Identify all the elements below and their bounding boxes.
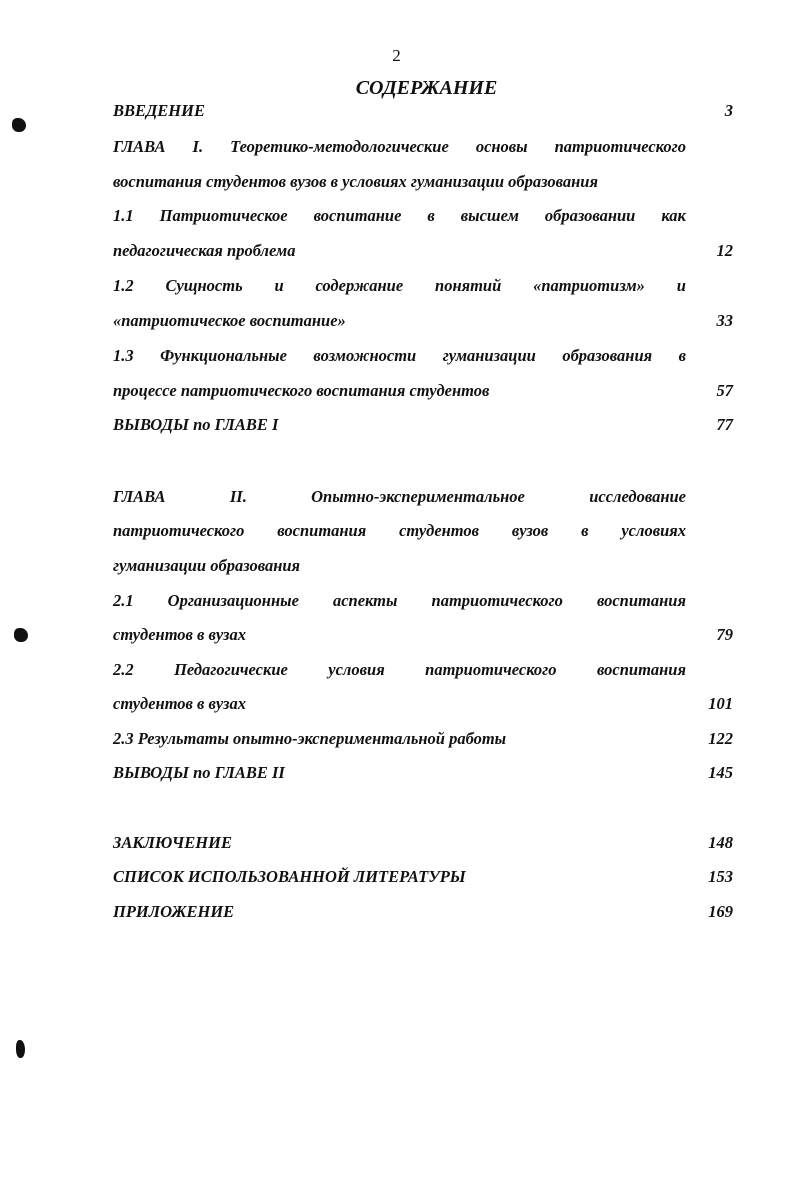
toc-entry-text: ПРИЛОЖЕНИЕ bbox=[113, 902, 235, 921]
word: образовании bbox=[544, 206, 636, 225]
toc-page-number: 12 bbox=[716, 241, 733, 260]
toc-page-number: 57 bbox=[716, 381, 733, 400]
word: ГЛАВА bbox=[113, 137, 166, 156]
word: основы bbox=[475, 137, 528, 156]
justified-line bbox=[113, 345, 686, 367]
word: патриотического bbox=[554, 137, 686, 156]
word: в bbox=[427, 206, 435, 225]
toc-entry-text: ВЫВОДЫ по ГЛАВЕ II bbox=[113, 763, 285, 782]
word: студентов bbox=[399, 521, 480, 540]
word: в bbox=[581, 521, 589, 540]
toc-entry-text: педагогическая проблема bbox=[113, 241, 296, 260]
justified-line bbox=[113, 659, 686, 681]
toc-title: СОДЕРЖАНИЕ bbox=[355, 77, 498, 99]
word: понятий bbox=[435, 276, 502, 295]
word: «патриотизм» bbox=[533, 276, 645, 295]
toc-entry-text: ВВЕДЕНИЕ bbox=[113, 101, 205, 120]
justified-line bbox=[113, 275, 686, 297]
toc-page-number: 101 bbox=[708, 694, 733, 713]
word: воспитание bbox=[313, 206, 402, 225]
toc-page-number: 145 bbox=[708, 763, 733, 782]
justified-line bbox=[113, 486, 686, 508]
word: 1.2 bbox=[113, 276, 134, 295]
word: аспекты bbox=[332, 591, 398, 610]
word: Патриотическое bbox=[159, 206, 288, 225]
binder-hole-mark bbox=[16, 1040, 25, 1058]
justified-line bbox=[113, 205, 686, 227]
word: ГЛАВА bbox=[113, 487, 166, 506]
toc-page-number: 148 bbox=[708, 833, 733, 852]
toc-entry-text: студентов в вузах bbox=[113, 694, 246, 713]
word: Опытно-экспериментальное bbox=[311, 487, 525, 506]
word: условиях bbox=[621, 521, 686, 540]
word: воспитания bbox=[596, 591, 686, 610]
word: Педагогические bbox=[174, 660, 288, 679]
word: II. bbox=[229, 487, 247, 506]
toc-page-number: 79 bbox=[716, 625, 733, 644]
word: условия bbox=[328, 660, 385, 679]
toc-entry-text: «патриотическое воспитание» bbox=[113, 311, 346, 330]
word: 2.1 bbox=[113, 591, 134, 610]
word: содержание bbox=[315, 276, 404, 295]
toc-entry-text: воспитания студентов вузов в условиях гуманизации образования bbox=[113, 172, 598, 191]
word: возможности bbox=[313, 346, 417, 365]
word: в bbox=[678, 346, 686, 365]
word: как bbox=[661, 206, 686, 225]
word: Организационные bbox=[167, 591, 299, 610]
word: 2.2 bbox=[113, 660, 134, 679]
toc-entry-text: СПИСОК ИСПОЛЬЗОВАННОЙ ЛИТЕРАТУРЫ bbox=[113, 867, 466, 886]
toc-page-number: 122 bbox=[708, 729, 733, 748]
word: и bbox=[274, 276, 284, 295]
word: и bbox=[676, 276, 686, 295]
word: I. bbox=[192, 137, 204, 156]
word: Сущность bbox=[165, 276, 243, 295]
toc-entry-text: гуманизации образования bbox=[113, 556, 301, 575]
word: воспитания bbox=[277, 521, 367, 540]
binder-hole-mark bbox=[14, 628, 28, 642]
toc-page-number: 153 bbox=[708, 867, 733, 886]
toc-page-number: 77 bbox=[716, 415, 733, 434]
justified-line bbox=[113, 590, 686, 612]
toc-entry-text: 2.3 Результаты опытно-экспериментальной работы bbox=[113, 729, 507, 748]
toc-page-number: 33 bbox=[716, 311, 733, 330]
word: 1.3 bbox=[113, 346, 134, 365]
justified-line bbox=[113, 520, 686, 542]
word: Теоретико-методологические bbox=[230, 137, 449, 156]
word: исследование bbox=[589, 487, 686, 506]
page-number: 2 bbox=[392, 46, 401, 65]
toc-entry-text: студентов в вузах bbox=[113, 625, 246, 644]
word: патриотического bbox=[113, 521, 245, 540]
toc-entry-text: процессе патриотического воспитания студентов bbox=[113, 381, 490, 400]
toc-entry-text: ЗАКЛЮЧЕНИЕ bbox=[113, 833, 232, 852]
word: высшем bbox=[460, 206, 519, 225]
binder-hole-mark bbox=[12, 118, 26, 132]
toc-page-number: 3 bbox=[724, 101, 733, 120]
word: патриотического bbox=[425, 660, 557, 679]
word: 1.1 bbox=[113, 206, 134, 225]
word: патриотического bbox=[431, 591, 563, 610]
toc-page-number: 169 bbox=[708, 902, 733, 921]
word: воспитания bbox=[596, 660, 686, 679]
toc-entry-text: ВЫВОДЫ по ГЛАВЕ I bbox=[113, 415, 279, 434]
word: Функциональные bbox=[160, 346, 287, 365]
word: гуманизации bbox=[442, 346, 536, 365]
word: вузов bbox=[511, 521, 549, 540]
word: образования bbox=[562, 346, 653, 365]
justified-line bbox=[113, 136, 686, 158]
